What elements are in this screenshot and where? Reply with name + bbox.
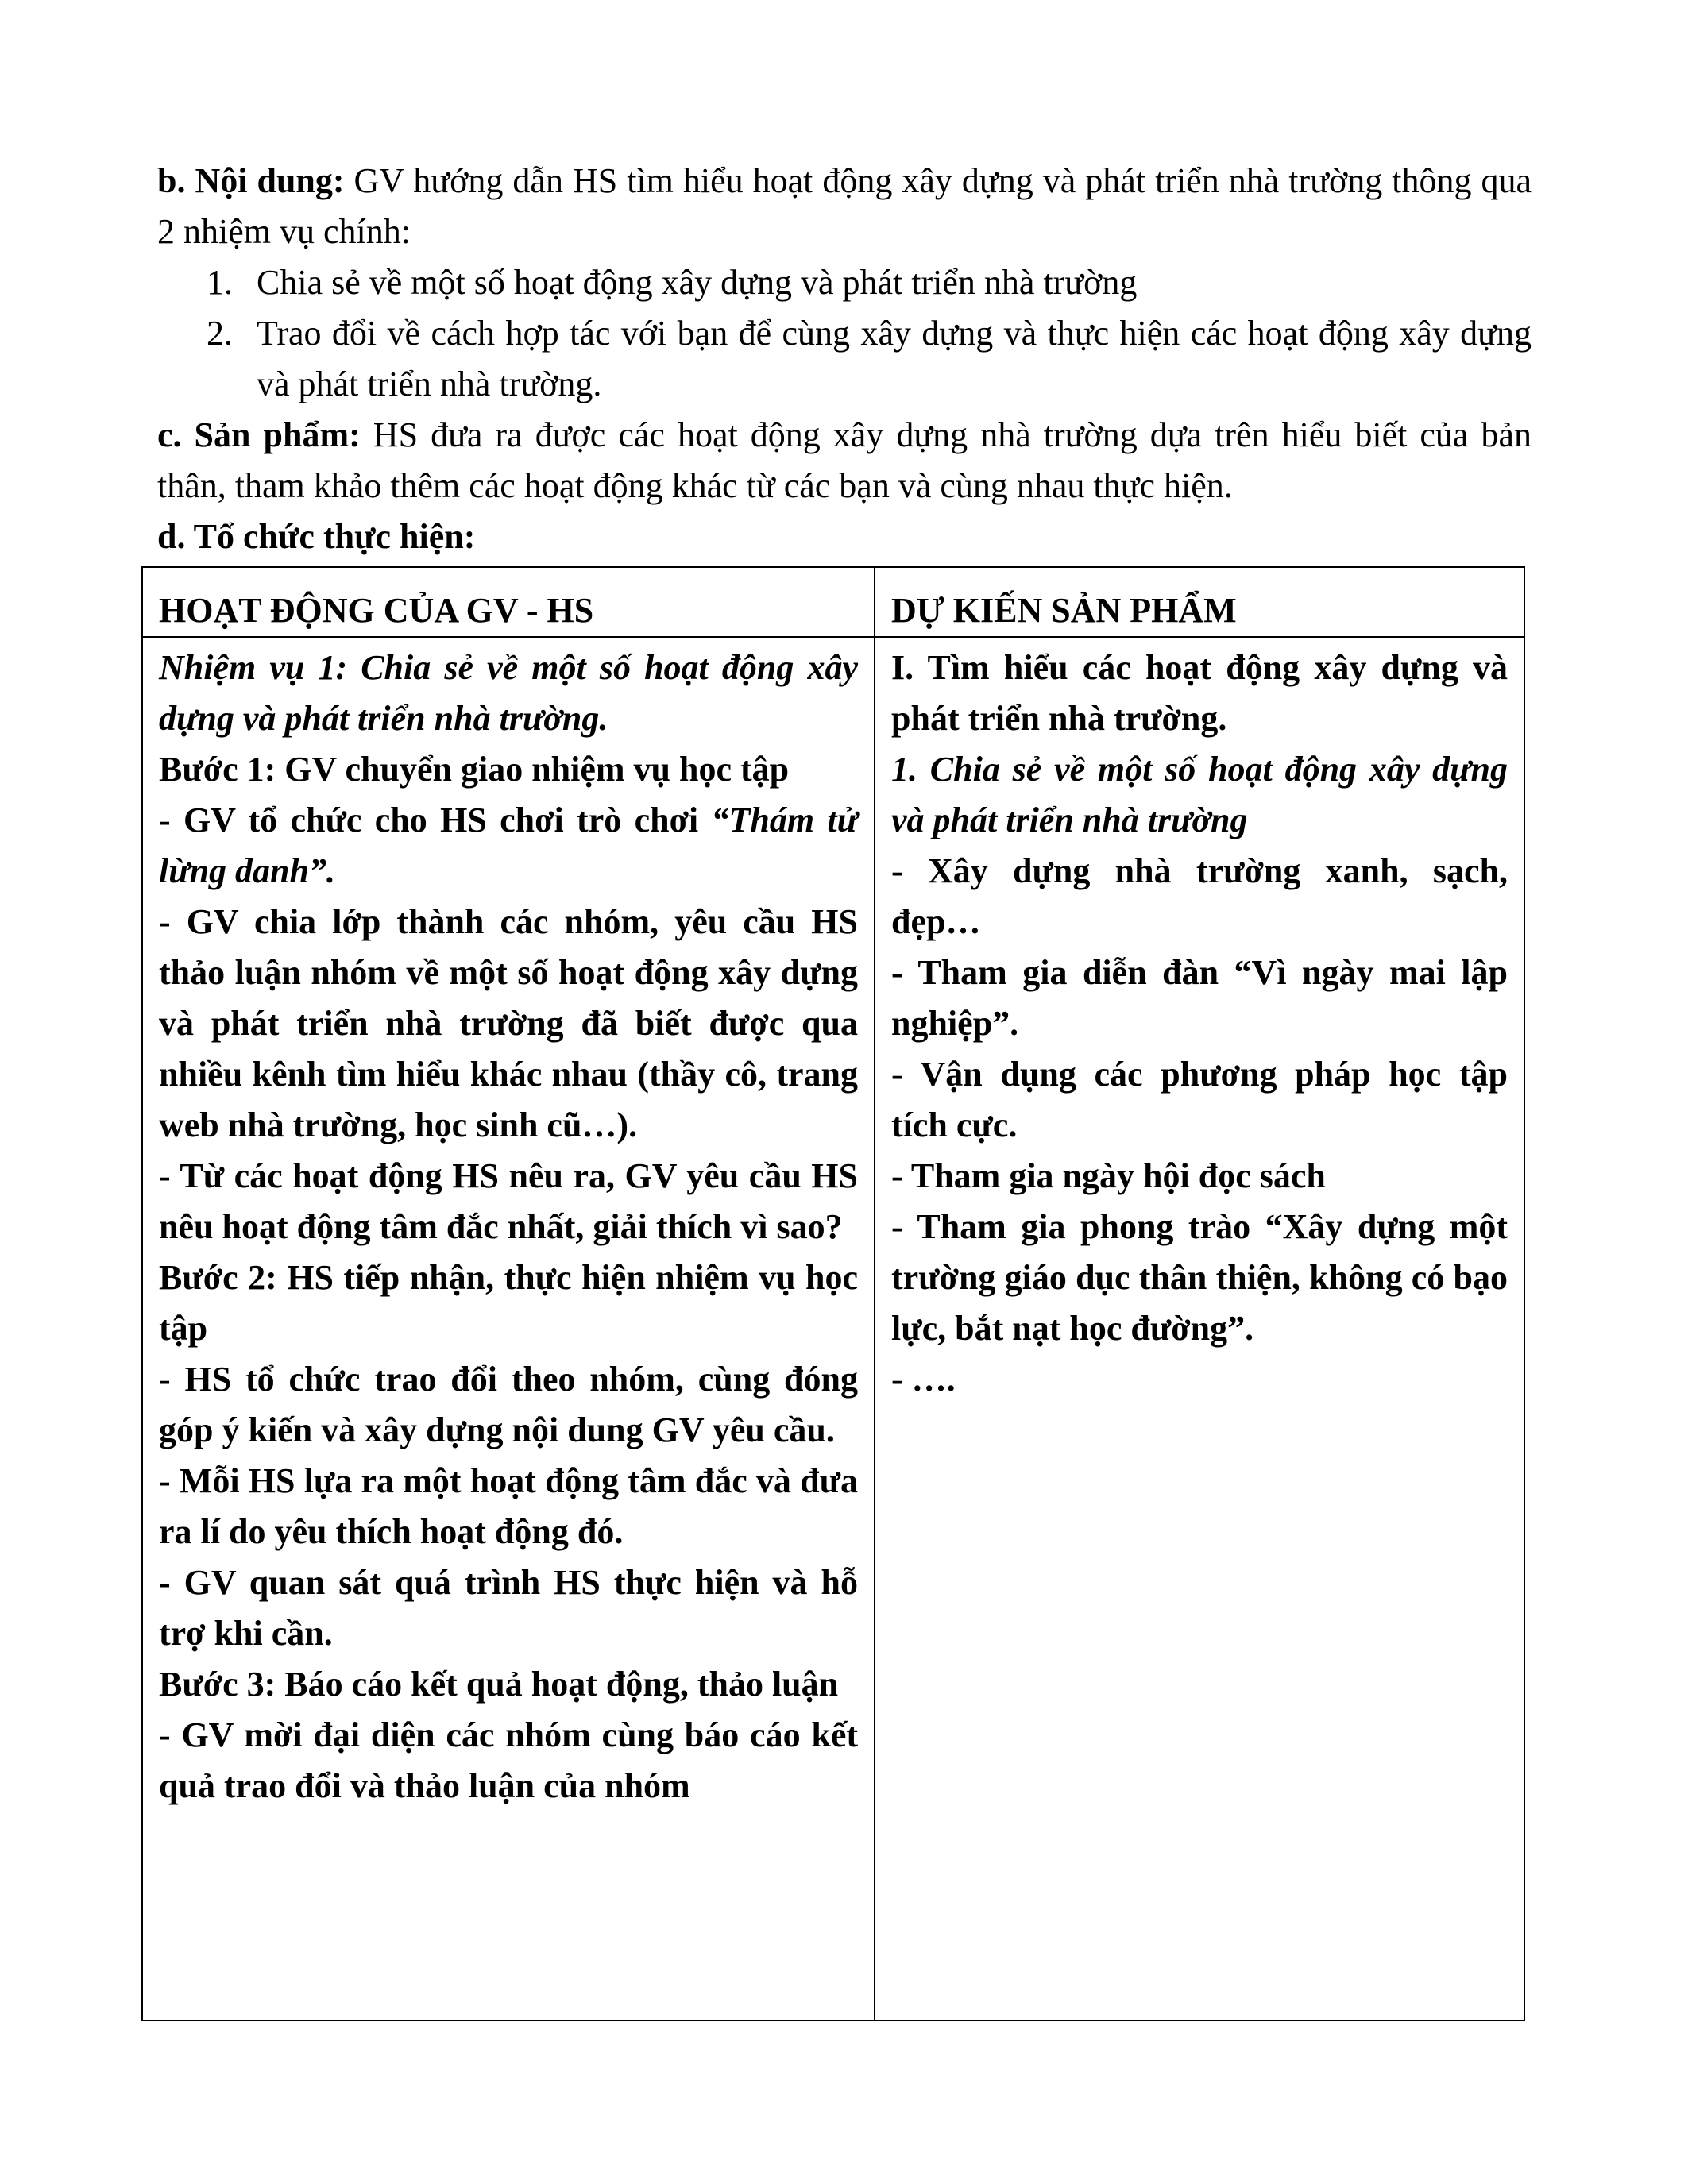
activity-line: - HS tổ chức trao đổi theo nhóm, cùng đóng góp ý kiến và xây dựng nội dung GV yêu cầu. bbox=[159, 1360, 858, 1449]
game-line bbox=[159, 795, 858, 897]
list-item bbox=[157, 308, 1532, 410]
step-1: Bước 1: GV chuyển giao nhiệm vụ học tập bbox=[159, 750, 790, 789]
list-item-text: Trao đổi về cách hợp tác với bạn để cùng xây dựng và thực hiện các hoạt động xây dựng và phát triển nhà trường. bbox=[257, 314, 1532, 403]
product-item: - Tham gia phong trào “Xây dựng một trường giáo dục thân thiện, không có bạo lực, bắt nạt học đường”. bbox=[891, 1207, 1508, 1348]
organization-heading: d. Tổ chức thực hiện: bbox=[157, 517, 476, 556]
table-header-row bbox=[142, 567, 1524, 637]
task-title: Nhiệm vụ 1: Chia sẻ về một số hoạt động xây dựng và phát triển nhà trường. bbox=[159, 648, 858, 738]
product-item: - Xây dựng nhà trường xanh, sạch, đẹp… bbox=[891, 851, 1508, 941]
product-item: - Tham gia diễn đàn “Vì ngày mai lập nghiệp”. bbox=[891, 953, 1508, 1043]
list-item-number: 2. bbox=[207, 314, 233, 353]
product-cell bbox=[875, 637, 1524, 2020]
product-item: - …. bbox=[891, 1360, 956, 1399]
section-heading: I. Tìm hiểu các hoạt động xây dựng và phát triển nhà trường. bbox=[891, 648, 1508, 738]
list-item bbox=[157, 257, 1532, 308]
activity-line: - GV chia lớp thành các nhóm, yêu cầu HS thảo luận nhóm về một số hoạt động xây dựng và phát triển nhà trường đã biết được qua nhiều kênh tìm hiểu khác nhau (thầy cô, trang web nhà trường, học sinh cũ…). bbox=[159, 902, 858, 1144]
task-list bbox=[157, 257, 1532, 410]
product-label: c. Sản phẩm: bbox=[157, 415, 361, 454]
activity-table bbox=[141, 566, 1525, 2021]
game-name: “Thám tử lừng danh”. bbox=[159, 801, 858, 890]
step-3: Bước 3: Báo cáo kết quả hoạt động, thảo luận bbox=[159, 1665, 839, 1704]
table-row bbox=[142, 637, 1524, 2020]
activity-cell bbox=[142, 637, 875, 2020]
content-paragraph bbox=[157, 156, 1532, 257]
content-text: GV hướng dẫn HS tìm hiểu hoạt động xây dựng và phát triển nhà trường thông qua 2 nhiệm vụ chính: bbox=[157, 161, 1532, 251]
subsection-heading: 1. Chia sẻ về một số hoạt động xây dựng và phát triển nhà trường bbox=[891, 750, 1508, 839]
activity-line: - Mỗi HS lựa ra một hoạt động tâm đắc và đưa ra lí do yêu thích hoạt động đó. bbox=[159, 1461, 858, 1551]
product-text: HS đưa ra được các hoạt động xây dựng nhà trường dựa trên hiểu biết của bản thân, tham khảo thêm các hoạt động khác từ các bạn và cùng nhau thực hiện. bbox=[157, 415, 1532, 505]
list-item-number: 1. bbox=[207, 263, 233, 302]
document-page bbox=[157, 156, 1532, 562]
product-item: - Vận dụng các phương pháp học tập tích cực. bbox=[891, 1055, 1508, 1144]
activity-line: - Từ các hoạt động HS nêu ra, GV yêu cầu HS nêu hoạt động tâm đắc nhất, giải thích vì sao? bbox=[159, 1156, 858, 1246]
game-prefix: - GV tổ chức cho HS chơi trò chơi bbox=[159, 801, 712, 839]
list-item-text: Chia sẻ về một số hoạt động xây dựng và phát triển nhà trường bbox=[257, 263, 1138, 302]
content-label: b. Nội dung: bbox=[157, 161, 345, 200]
activity-line: - GV quan sát quá trình HS thực hiện và hỗ trợ khi cần. bbox=[159, 1563, 858, 1653]
step-2: Bước 2: HS tiếp nhận, thực hiện nhiệm vụ học tập bbox=[159, 1258, 858, 1348]
header-teacher-student-activity: HOẠT ĐỘNG CỦA GV - HS bbox=[142, 567, 875, 637]
header-expected-product: DỰ KIẾN SẢN PHẨM bbox=[875, 567, 1524, 637]
activity-line: - GV mời đại diện các nhóm cùng báo cáo kết quả trao đổi và thảo luận của nhóm bbox=[159, 1715, 858, 1805]
product-item: - Tham gia ngày hội đọc sách bbox=[891, 1156, 1326, 1195]
product-paragraph bbox=[157, 410, 1532, 511]
